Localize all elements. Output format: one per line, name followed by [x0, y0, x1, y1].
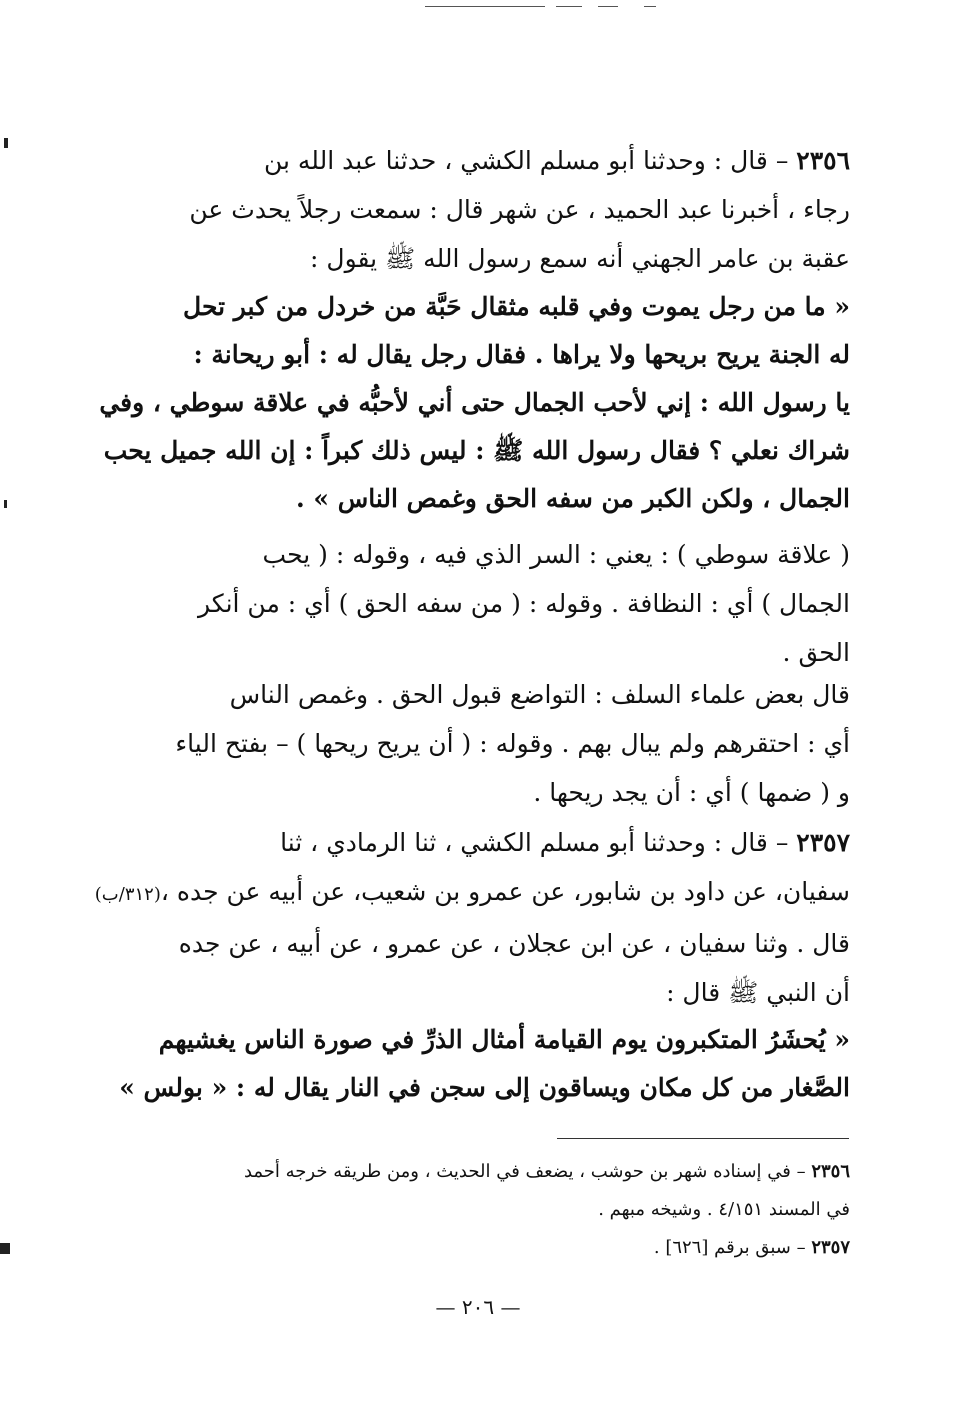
- text-line: الحق .: [782, 638, 850, 667]
- commentary-2: [158, 670, 850, 817]
- text-line: عقبة بن عامر الجهني أنه سمع رسول الله ﷺ يقول :: [310, 244, 850, 273]
- footnote-number: ٢٣٥٧: [811, 1237, 850, 1258]
- text-line: أن النبي ﷺ قال :: [666, 978, 850, 1007]
- text-line: له الجنة يريح بريحها ولا يراها . فقال رجل يقال له : أبو ريحانة :: [193, 340, 850, 369]
- footnote-number: ٢٣٥٦: [811, 1161, 850, 1182]
- text-line: قال بعض علماء السلف : التواضع قبول الحق . وغمص الناس: [229, 680, 850, 709]
- hadith-2357-isnad: [94, 818, 850, 1017]
- hadith-2357-matn: [119, 1016, 850, 1112]
- hadith-number: ٢٣٥٧: [796, 828, 850, 857]
- text-line: و ( ضمها ) أي : أن يجد ريحها .: [533, 778, 850, 807]
- manuscript-folio-ref: (٣١٢/ب): [94, 884, 161, 905]
- text-line: « ما من رجل يموت وفي قلبه مثقال حَبَّة من خردل من كبر تحل: [183, 292, 850, 321]
- hadith-number: ٢٣٥٦: [796, 146, 850, 175]
- text-line: ٢٣٥٧ – قال : وحدثنا أبو مسلم الكشي ، ثنا الرمادي ، ثنا: [280, 828, 850, 857]
- top-rule: [425, 6, 545, 7]
- top-rule-segment: [598, 6, 618, 7]
- text-line: أي : احتقرهم ولم يبال بهم . وقوله : ( أن يريح ريحها ) – بفتح الياء: [175, 729, 850, 758]
- footnote-separator: [557, 1138, 849, 1139]
- text-line: شراك نعلي ؟ فقال رسول الله ﷺ : ليس ذلك كبراً : إن الله جميل يحب: [103, 436, 850, 465]
- text-line: رجاء ، أخبرنا عبد الحميد ، عن شهر قال : سمعت رجلاً يحدث عن: [189, 195, 850, 224]
- text-line: الجمال ) أي : النظافة . وقوله : ( من سفه الحق ) أي : من أنكر: [197, 589, 850, 618]
- hadith-2356-matn: [99, 283, 850, 523]
- text-line: يا رسول الله : إني لأحب الجمال حتى أني لأحبُّه في علاقة سوطي ، وفي: [99, 388, 850, 417]
- commentary-1: [158, 530, 850, 677]
- top-rule-segment: [556, 6, 582, 7]
- page-number: — ٢٠٦ —: [435, 1295, 521, 1319]
- text-line: « يُحشَرُ المتكبرون يوم القيامة أمثال الذرِّ في صورة الناس يغشيهم: [158, 1025, 850, 1054]
- top-rule-segment: [644, 6, 656, 7]
- text-line: ٢٣٥٦ – قال : وحدثنا أبو مسلم الكشي ، حدثنا عبد الله بن: [263, 146, 850, 175]
- footnote-line: في المسند ٤/١٥١ . وشيخه مبهم .: [598, 1199, 850, 1220]
- text-line: الجمال ، ولكن الكبر من سفه الحق وغمص الناس » .: [295, 484, 850, 513]
- text-line: ( علاقة سوطي ) : يعني : السر الذي فيه ، وقوله : ( يحب: [262, 540, 850, 569]
- footnote-line: ٢٣٥٧ – سبق برقم [٦٢٦] .: [653, 1237, 850, 1258]
- scan-mark: [0, 1243, 10, 1254]
- footnotes: [100, 1153, 850, 1267]
- scan-mark: [4, 500, 7, 508]
- hadith-2356-isnad: [158, 136, 850, 283]
- text-line: قال . وثنا سفيان ، عن ابن عجلان ، عن عمرو ، عن أبيه ، عن جده: [178, 929, 850, 958]
- scan-mark: [4, 138, 8, 148]
- text-line: سفيان، عن داود بن شابور، عن عمرو بن شعيب، عن أبيه عن جده ،(٣١٢/ب): [94, 877, 850, 906]
- text-line: الصَّغار من كل مكان ويساقون إلى سجن في النار يقال له : « بولس »: [119, 1073, 850, 1102]
- footnote-line: ٢٣٥٦ – في إسناده شهر بن حوشب ، يضعف في الحديث ، ومن طريقه خرجه أحمد: [243, 1161, 850, 1182]
